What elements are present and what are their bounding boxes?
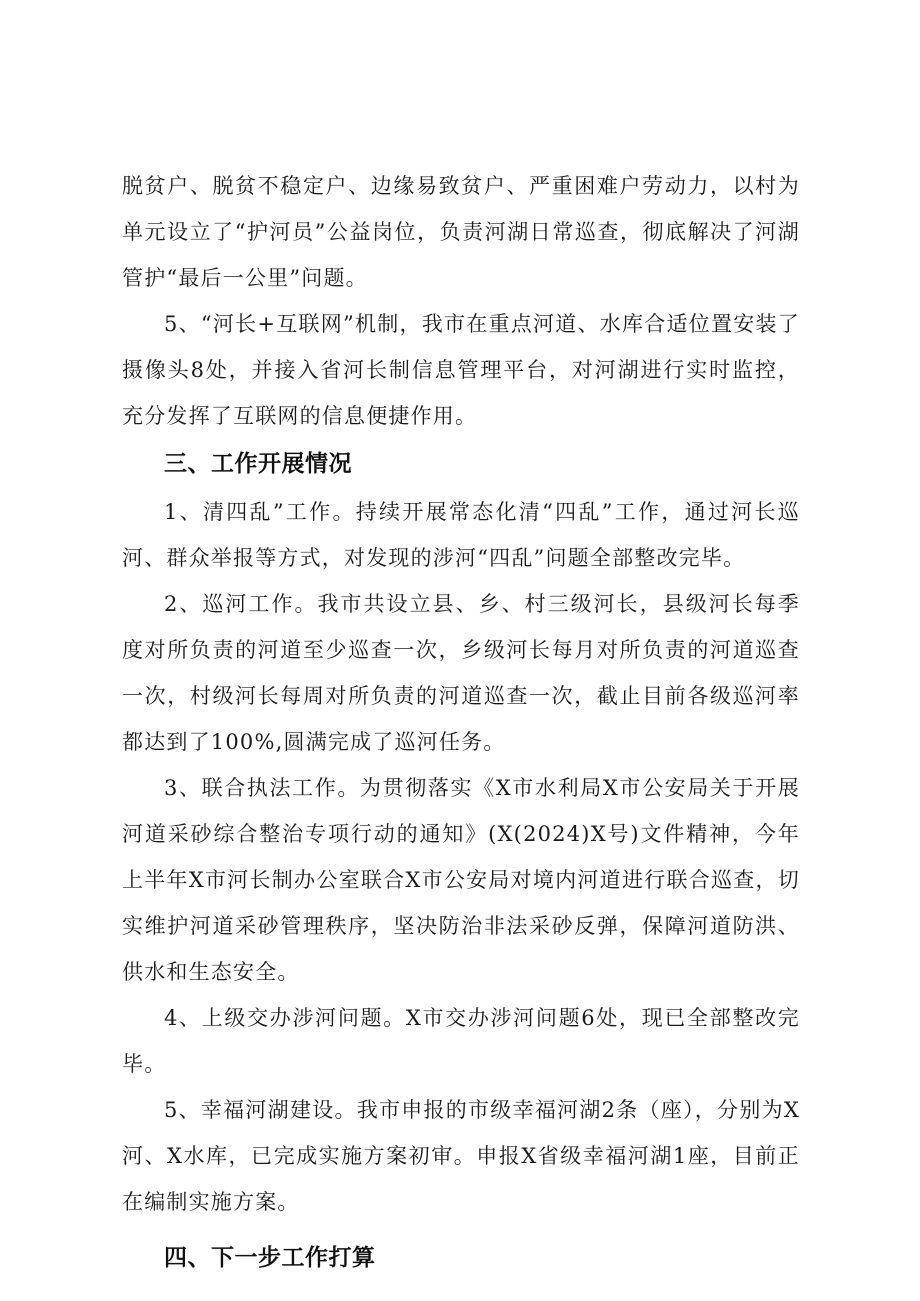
paragraph-assigned-issues: 4、上级交办涉河问题。X市交办涉河问题6处，现已全部整改完毕。: [122, 1006, 800, 1076]
paragraph-river-internet-mechanism: 5、“河长+互联网”机制，我市在重点河道、水库合适位置安装了摄像头8处，并接入省河长制信息管理平台，对河湖进行实时监控，充分发挥了互联网的信息便捷作用。: [122, 312, 800, 428]
section-heading-next-steps: 四、下一步工作打算: [164, 1245, 376, 1271]
paragraph-four-disorders: 1、清四乱”工作。持续开展常态化清“四乱”工作，通过河长巡河、群众举报等方式，对发现的涉河“四乱”问题全部整改完毕。: [122, 500, 800, 570]
paragraph-continued: 脱贫户、脱贫不稳定户、边缘易致贫户、严重困难户劳动力，以村为单元设立了“护河员”公益岗位，负责河湖日常巡查，彻底解决了河湖管护“最后一公里”问题。: [122, 174, 800, 290]
paragraph-river-patrol: 2、巡河工作。我市共设立县、乡、村三级河长，县级河长每季度对所负责的河道至少巡查一次，乡级河长每月对所负责的河道巡查一次，村级河长每周对所负责的河道巡查一次，截止目前各级巡河率都达到了100%,圆满完成了巡河任务。: [122, 592, 800, 754]
paragraph-happy-rivers: 5、幸福河湖建设。我市申报的市级幸福河湖2条（座），分别为X河、X水库，已完成实施方案初审。申报X省级幸福河湖1座，目前正在编制实施方案。: [122, 1098, 800, 1214]
document-body: [122, 163, 800, 1283]
section-heading-work-progress: 三、工作开展情况: [164, 451, 352, 477]
paragraph-joint-enforcement: 3、联合执法工作。为贯彻落实《X市水利局X市公安局关于开展河道采砂综合整治专项行动的通知》(X(2024)X号)文件精神，今年上半年X市河长制办公室联合X市公安局对境内河道进行联合巡查，切实维护河道采砂管理秩序，坚决防治非法采砂反弹，保障河道防洪、供水和生态安全。: [122, 776, 800, 984]
